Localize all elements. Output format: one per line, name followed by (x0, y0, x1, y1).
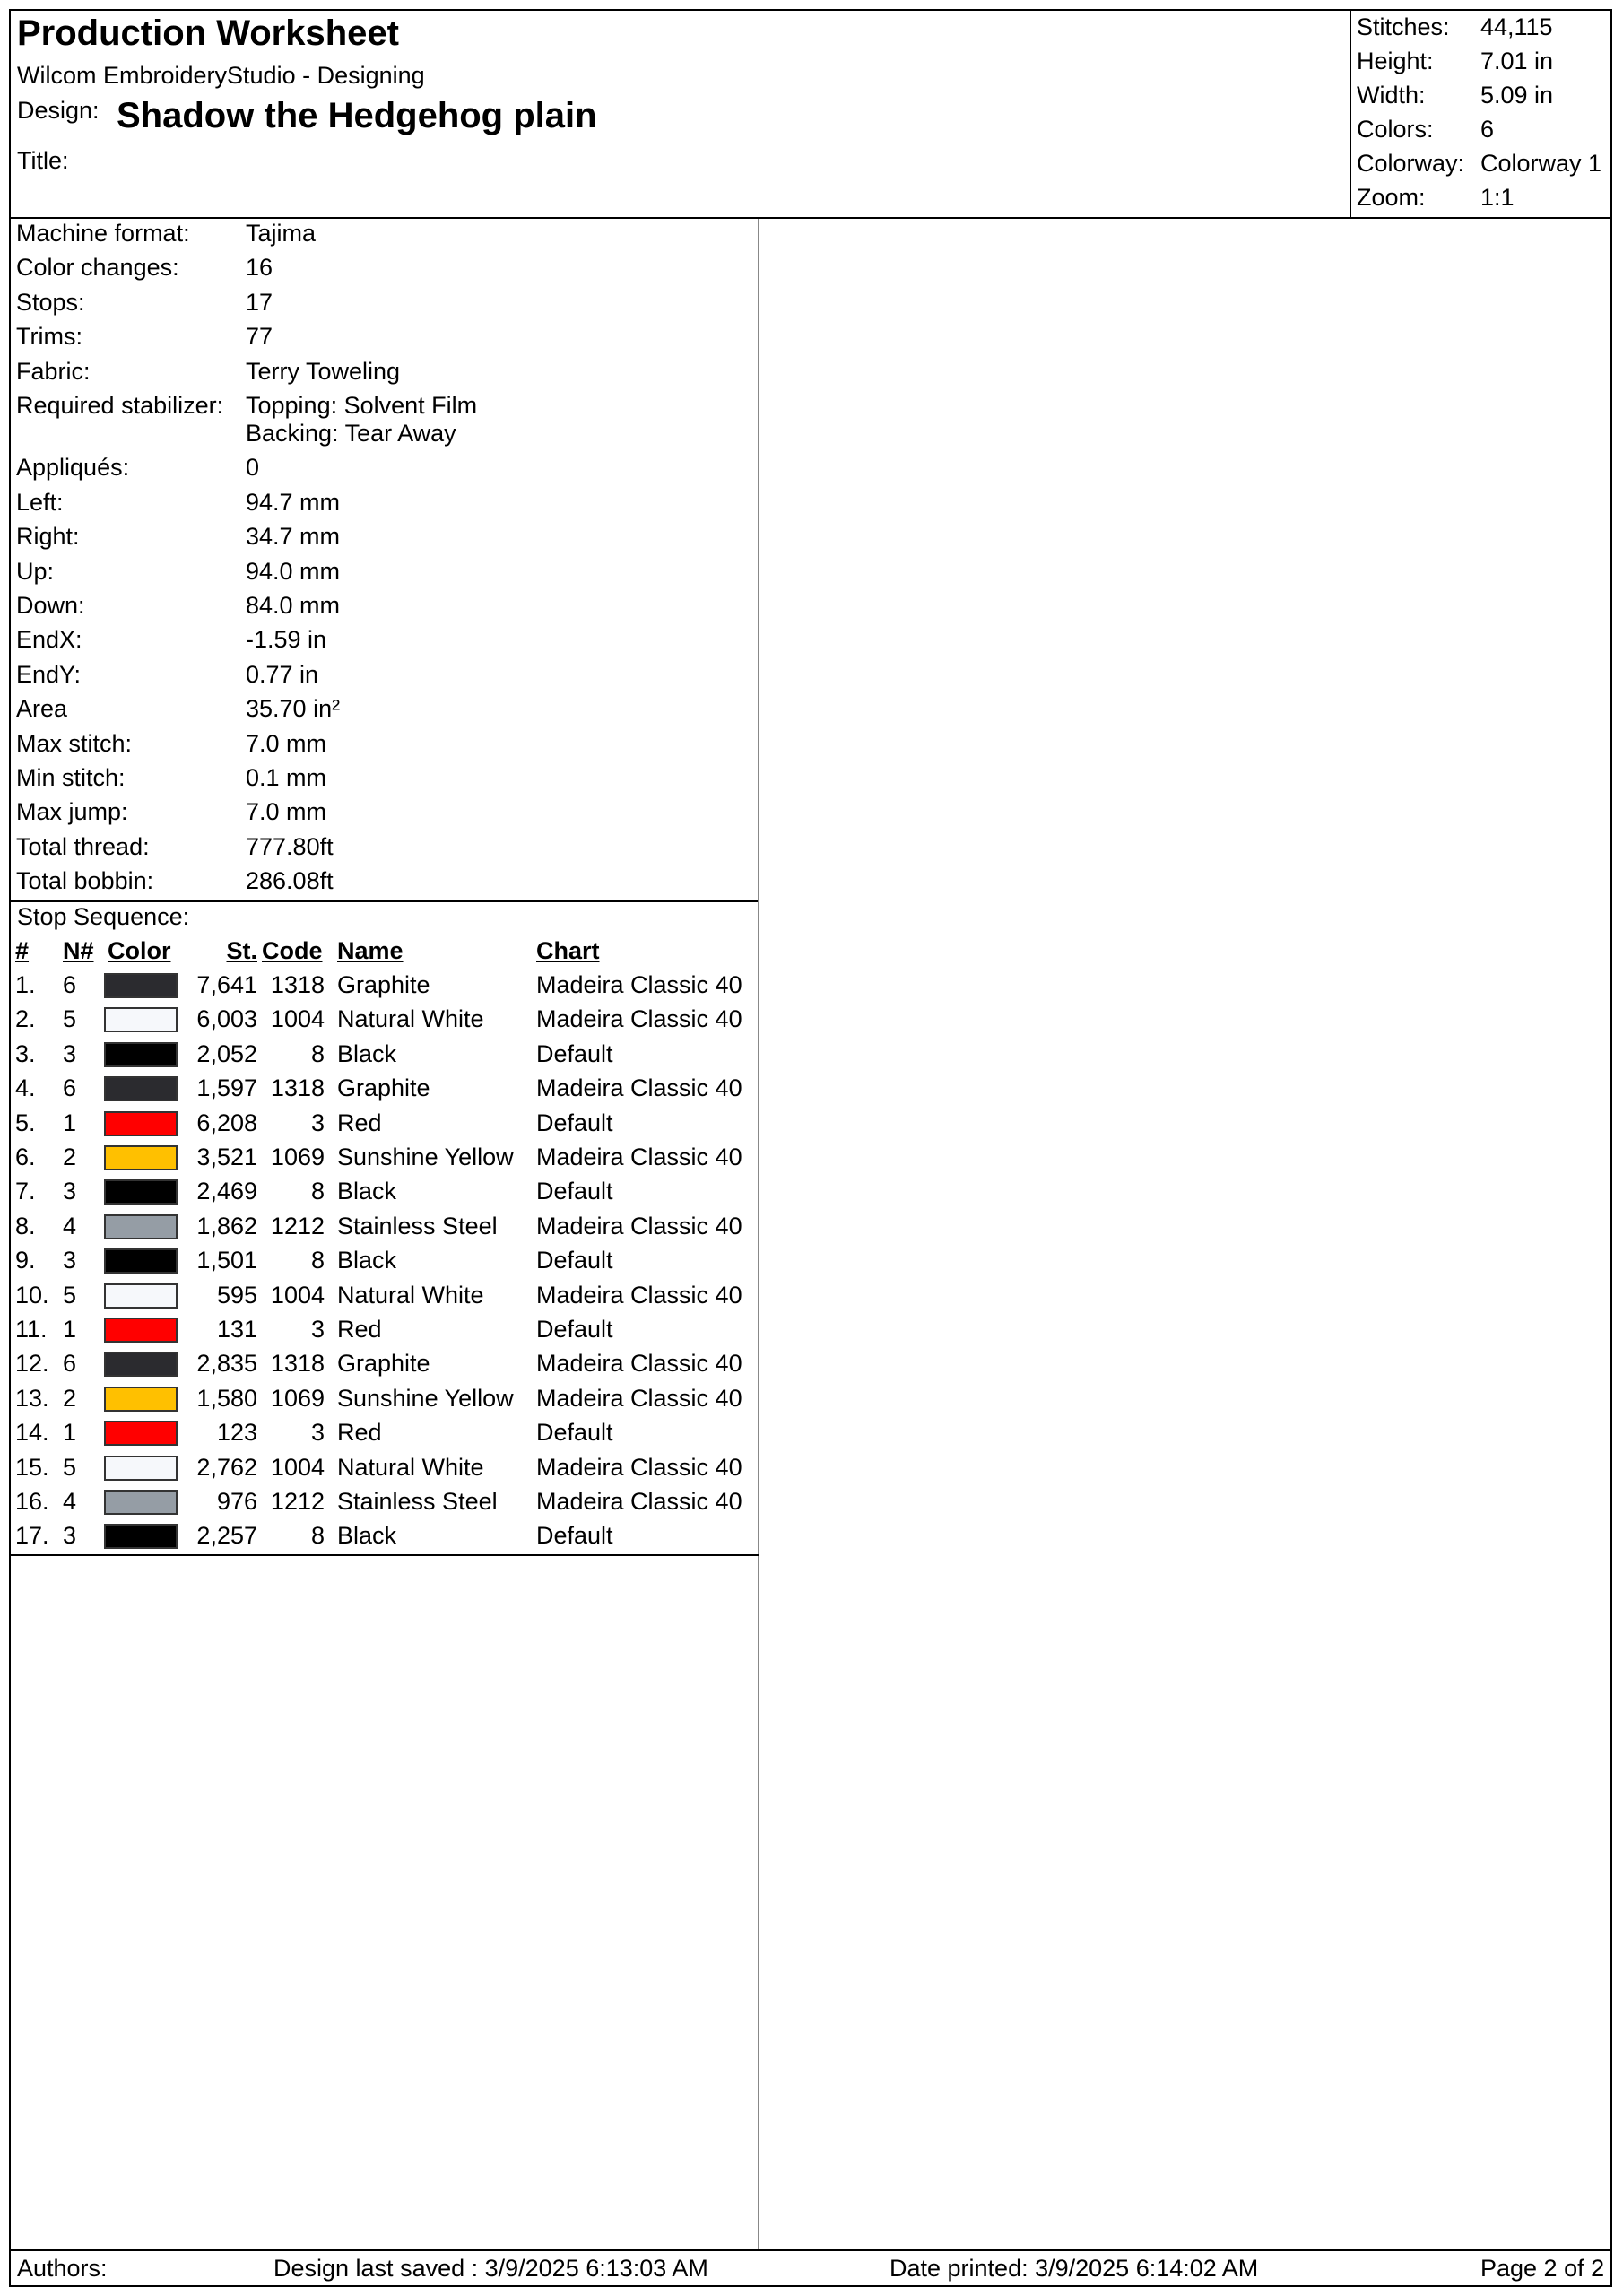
detail-value: 286.08ft (246, 867, 334, 895)
color-swatch (104, 1214, 178, 1239)
row-chart: Madeira Classic 40 (536, 971, 742, 998)
detail-label: EndY: (16, 660, 82, 688)
row-needle: 6 (63, 971, 77, 998)
row-name: Red (337, 1109, 382, 1136)
row-number: 11. (15, 1316, 48, 1343)
row-number: 13. (15, 1384, 49, 1412)
footer-authors: Authors: (17, 2255, 108, 2282)
header-stitches: St. (226, 937, 257, 964)
color-swatch (104, 1042, 178, 1067)
row-name: Stainless Steel (337, 1488, 498, 1515)
worksheet-title: Production Worksheet (17, 13, 399, 53)
row-chart: Default (536, 1109, 613, 1136)
color-swatch (104, 1248, 178, 1274)
row-code: 1004 (270, 1453, 325, 1481)
row-number: 16. (15, 1488, 49, 1515)
detail-label: Down: (16, 592, 85, 619)
row-name: Black (337, 1178, 397, 1205)
detail-value: 77 (246, 323, 273, 351)
color-swatch (104, 1387, 178, 1412)
row-name: Sunshine Yellow (337, 1144, 514, 1170)
row-stitches: 2,052 (196, 1039, 257, 1067)
summary-label: Colorway: (1357, 150, 1465, 177)
summary-value: 44,115 (1480, 13, 1553, 40)
row-needle: 1 (63, 1109, 77, 1136)
row-code: 1004 (270, 1005, 325, 1033)
color-swatch (104, 1145, 178, 1170)
row-chart: Madeira Classic 40 (536, 1384, 742, 1412)
row-code: 1318 (270, 1350, 325, 1378)
detail-label: Color changes: (16, 254, 179, 282)
row-name: Black (337, 1522, 397, 1550)
color-swatch (104, 1076, 178, 1101)
header-color: Color (108, 937, 171, 964)
detail-label: Fabric: (16, 357, 91, 385)
row-stitches: 2,257 (196, 1522, 257, 1550)
row-code: 1318 (270, 971, 325, 998)
row-code: 3 (310, 1419, 325, 1447)
row-code: 1212 (270, 1488, 325, 1515)
row-code: 3 (310, 1109, 325, 1136)
row-code: 8 (310, 1247, 325, 1274)
row-name: Natural White (337, 1005, 484, 1033)
detail-value: 7.0 mm (246, 729, 327, 757)
row-name: Black (337, 1039, 397, 1067)
row-chart: Madeira Classic 40 (536, 1212, 742, 1239)
detail-label: Max stitch: (16, 729, 133, 757)
row-number: 2. (15, 1005, 36, 1033)
row-code: 1004 (270, 1281, 325, 1309)
row-needle: 2 (63, 1384, 77, 1412)
summary-value: 1:1 (1480, 184, 1515, 211)
detail-value: 0.77 in (246, 660, 319, 688)
footer-last-saved: Design last saved : 3/9/2025 6:13:03 AM (273, 2255, 708, 2282)
row-number: 9. (15, 1247, 36, 1274)
row-number: 8. (15, 1212, 36, 1239)
detail-label: Stops: (16, 288, 85, 316)
row-number: 1. (15, 971, 36, 998)
row-stitches: 3,521 (196, 1144, 257, 1170)
detail-label: Area (16, 695, 68, 723)
color-swatch (104, 1524, 178, 1549)
row-name: Natural White (337, 1281, 484, 1309)
detail-value: Tajima (246, 220, 317, 247)
detail-label: Min stitch: (16, 764, 126, 791)
row-chart: Default (536, 1419, 613, 1447)
footer-date-printed: Date printed: 3/9/2025 6:14:02 AM (890, 2255, 1259, 2282)
row-needle: 4 (63, 1488, 77, 1515)
row-chart: Madeira Classic 40 (536, 1144, 742, 1170)
summary-label: Height: (1357, 48, 1434, 74)
row-chart: Madeira Classic 40 (536, 1074, 742, 1102)
color-swatch (104, 1421, 178, 1446)
summary-label: Width: (1357, 82, 1426, 109)
row-needle: 3 (63, 1039, 77, 1067)
detail-label: Left: (16, 488, 64, 516)
row-number: 3. (15, 1039, 36, 1067)
row-stitches: 976 (216, 1488, 257, 1515)
row-needle: 1 (63, 1316, 77, 1343)
row-code: 1212 (270, 1212, 325, 1239)
color-swatch (104, 1111, 178, 1136)
details-panel (9, 219, 758, 900)
row-stitches: 131 (216, 1316, 257, 1343)
title-label: Title: (17, 147, 69, 174)
row-needle: 6 (63, 1350, 77, 1378)
row-name: Black (337, 1247, 397, 1274)
detail-value: 7.0 mm (246, 798, 327, 826)
row-needle: 3 (63, 1522, 77, 1550)
stop-sequence-title: Stop Sequence: (17, 903, 190, 930)
summary-value: 6 (1480, 116, 1495, 143)
detail-label: Required stabilizer: (16, 392, 224, 419)
detail-value: 94.0 mm (246, 557, 341, 585)
detail-label: Appliqués: (16, 454, 130, 482)
color-swatch (104, 1007, 178, 1032)
row-needle: 5 (63, 1005, 77, 1033)
design-name: Shadow the Hedgehog plain (117, 96, 597, 135)
header-n: N# (63, 937, 94, 964)
row-name: Stainless Steel (337, 1212, 498, 1239)
row-name: Graphite (337, 971, 430, 998)
detail-value: 777.80ft (246, 832, 334, 860)
row-needle: 2 (63, 1144, 77, 1170)
row-needle: 4 (63, 1212, 77, 1239)
row-stitches: 1,597 (196, 1074, 257, 1102)
row-chart: Madeira Classic 40 (536, 1005, 742, 1033)
color-swatch (104, 1318, 178, 1343)
center-divider (758, 219, 759, 2249)
row-number: 17. (15, 1522, 49, 1550)
detail-label: Trims: (16, 323, 82, 351)
summary-label: Stitches: (1357, 13, 1450, 40)
row-name: Sunshine Yellow (337, 1384, 514, 1412)
row-stitches: 1,862 (196, 1212, 257, 1239)
row-number: 4. (15, 1074, 36, 1102)
row-code: 1069 (270, 1144, 325, 1170)
summary-box (1351, 9, 1611, 218)
row-needle: 5 (63, 1453, 77, 1481)
row-chart: Madeira Classic 40 (536, 1488, 742, 1515)
summary-label: Zoom: (1357, 184, 1426, 211)
footer-rule (9, 2249, 1612, 2251)
stop-sequence-bottom-rule (9, 1554, 759, 1556)
color-swatch (104, 973, 178, 998)
row-stitches: 6,003 (196, 1005, 257, 1033)
row-name: Graphite (337, 1074, 430, 1102)
row-number: 15. (15, 1453, 49, 1481)
row-number: 12. (15, 1350, 49, 1378)
summary-value: Colorway 1 (1480, 150, 1602, 177)
design-label: Design: (17, 97, 100, 124)
header-name: Name (337, 937, 404, 964)
row-number: 7. (15, 1178, 36, 1205)
detail-value: 94.7 mm (246, 488, 341, 516)
detail-value: 0.1 mm (246, 764, 327, 791)
detail-label: EndX: (16, 626, 82, 654)
row-stitches: 123 (216, 1419, 257, 1447)
row-code: 8 (310, 1178, 325, 1205)
detail-label: Max jump: (16, 798, 128, 826)
row-needle: 5 (63, 1281, 77, 1309)
row-needle: 3 (63, 1247, 77, 1274)
row-chart: Default (536, 1316, 613, 1343)
row-code: 3 (310, 1316, 325, 1343)
detail-value: 0 (246, 454, 260, 482)
color-swatch (104, 1490, 178, 1515)
detail-value: -1.59 in (246, 626, 327, 654)
row-name: Red (337, 1419, 382, 1447)
row-chart: Default (536, 1247, 613, 1274)
row-stitches: 1,580 (196, 1384, 257, 1412)
row-needle: 1 (63, 1419, 77, 1447)
stop-sequence-table (9, 936, 758, 1555)
row-code: 1069 (270, 1384, 325, 1412)
row-number: 10. (15, 1281, 49, 1309)
row-stitches: 595 (216, 1281, 257, 1309)
summary-label: Colors: (1357, 116, 1434, 143)
detail-label: Right: (16, 523, 80, 551)
row-stitches: 2,469 (196, 1178, 257, 1205)
header-area (0, 0, 1623, 220)
row-number: 6. (15, 1144, 36, 1170)
detail-label: Total bobbin: (16, 867, 154, 895)
summary-value: 7.01 in (1480, 48, 1554, 74)
row-code: 8 (310, 1039, 325, 1067)
header-code: Code (262, 937, 323, 964)
row-stitches: 2,762 (196, 1453, 257, 1481)
detail-label: Machine format: (16, 220, 190, 247)
color-swatch (104, 1179, 178, 1205)
row-stitches: 7,641 (196, 971, 257, 998)
row-stitches: 6,208 (196, 1109, 257, 1136)
detail-value: 17 (246, 288, 273, 316)
color-swatch (104, 1283, 178, 1309)
footer-page-number: Page 2 of 2 (1480, 2255, 1605, 2282)
row-chart: Madeira Classic 40 (536, 1281, 742, 1309)
detail-value: 35.70 in² (246, 695, 341, 723)
row-name: Red (337, 1316, 382, 1343)
header-chart: Chart (536, 937, 600, 964)
detail-value: 34.7 mm (246, 523, 341, 551)
summary-value: 5.09 in (1480, 82, 1554, 109)
row-needle: 6 (63, 1074, 77, 1102)
row-stitches: 1,501 (196, 1247, 257, 1274)
row-number: 14. (15, 1419, 49, 1447)
header-num: # (15, 937, 30, 964)
color-swatch (104, 1352, 178, 1377)
row-number: 5. (15, 1109, 36, 1136)
row-code: 1318 (270, 1074, 325, 1102)
row-chart: Madeira Classic 40 (536, 1350, 742, 1378)
detail-value: Topping: Solvent Film (246, 392, 478, 419)
color-swatch (104, 1456, 178, 1481)
row-chart: Default (536, 1178, 613, 1205)
detail-label: Total thread: (16, 832, 150, 860)
row-code: 8 (310, 1522, 325, 1550)
row-chart: Default (536, 1522, 613, 1550)
detail-value: 84.0 mm (246, 592, 341, 619)
row-chart: Madeira Classic 40 (536, 1453, 742, 1481)
detail-label: Up: (16, 557, 55, 585)
detail-value: 16 (246, 254, 273, 282)
row-name: Graphite (337, 1350, 430, 1378)
detail-value-secondary: Backing: Tear Away (246, 420, 456, 447)
row-stitches: 2,835 (196, 1350, 257, 1378)
detail-value: Terry Toweling (246, 357, 401, 385)
row-name: Natural White (337, 1453, 484, 1481)
software-name: Wilcom EmbroideryStudio - Designing (17, 62, 425, 89)
row-needle: 3 (63, 1178, 77, 1205)
row-chart: Default (536, 1039, 613, 1067)
